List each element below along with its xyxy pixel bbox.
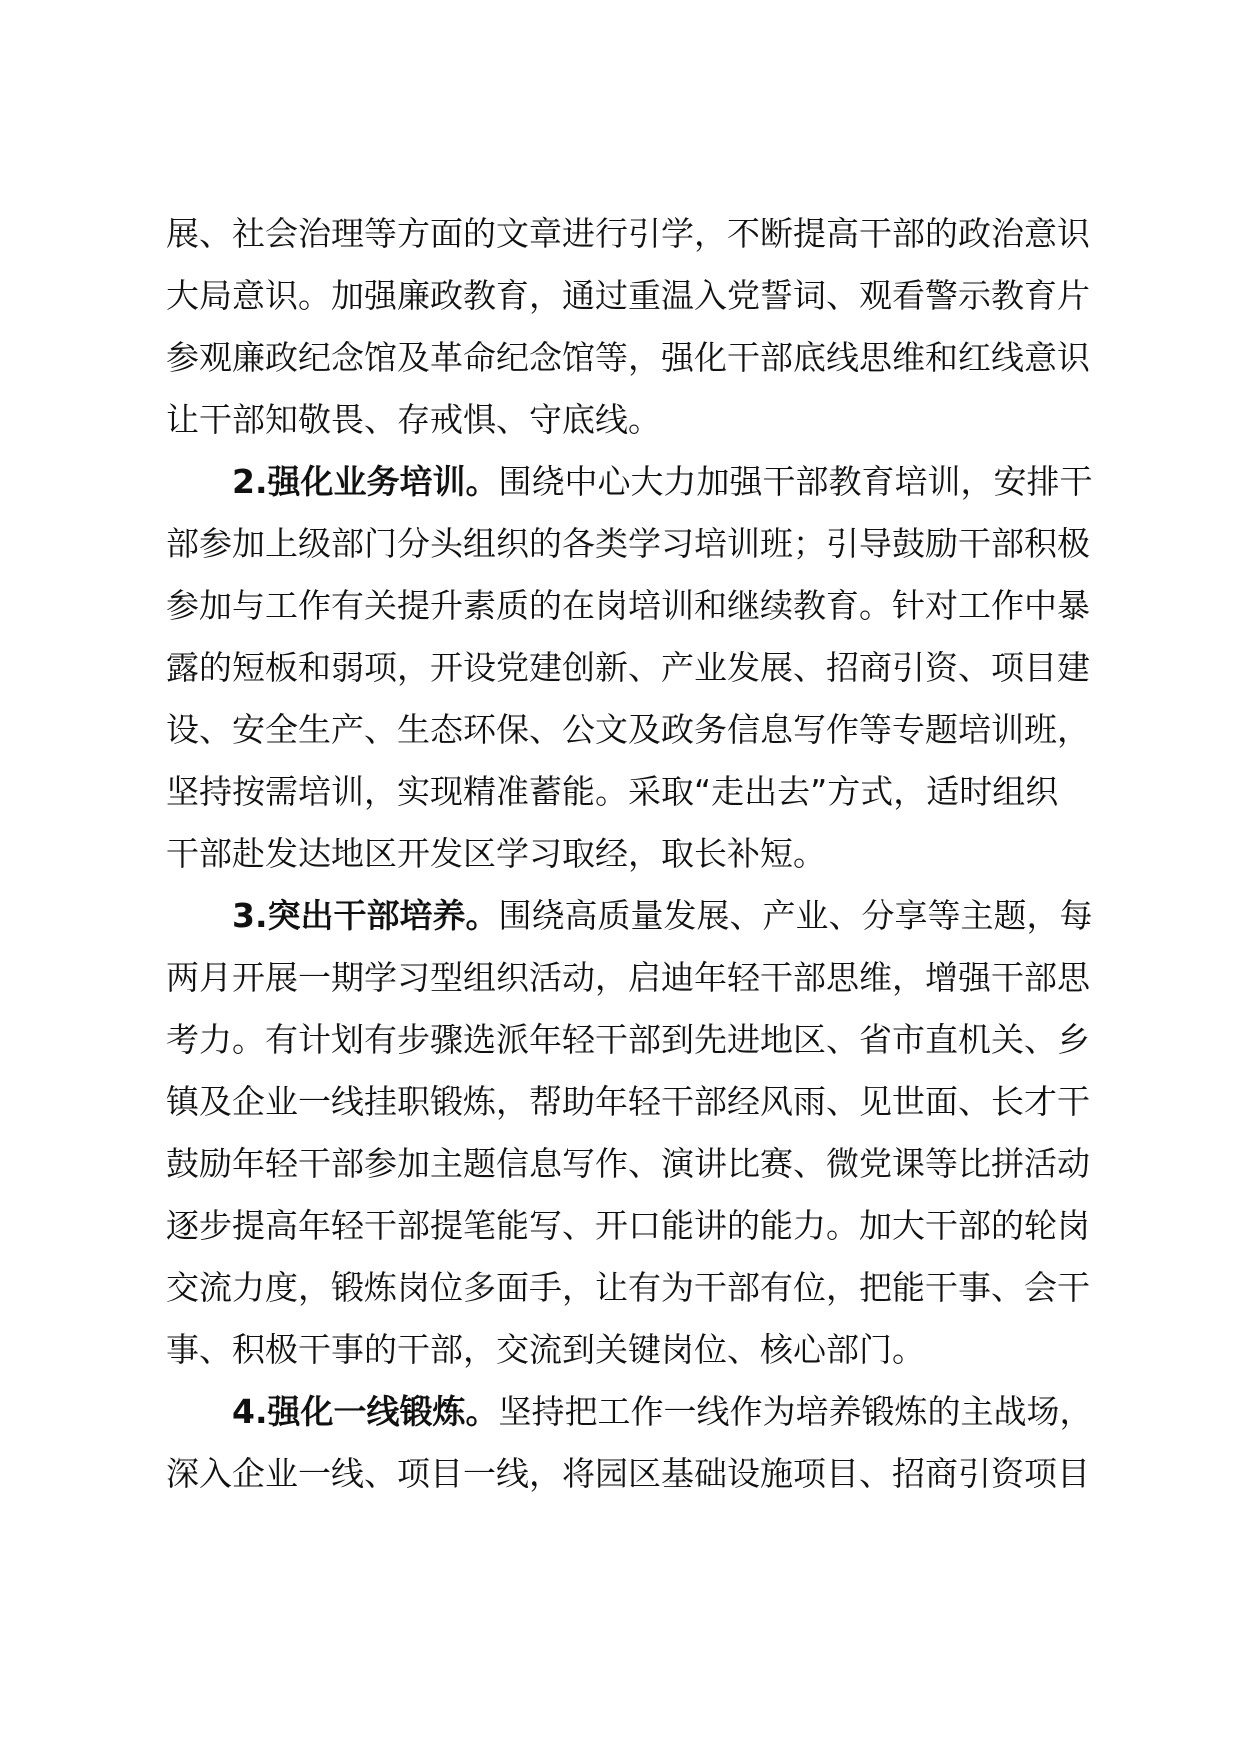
text-line: 参加与工作有关提升素质的在岗培训和继续教育。针对工作中暴 xyxy=(166,586,1090,625)
text-line: 鼓励年轻干部参加主题信息写作、演讲比赛、微党课等比拼活动 xyxy=(166,1144,1090,1183)
section-heading: 4.强化一线锻炼。 xyxy=(232,1392,499,1431)
text-line: 两月开展一期学习型组织活动，启迪年轻干部思维，增强干部思 xyxy=(166,958,1090,997)
text-line: 逐步提高年轻干部提笔能写、开口能讲的能力。加大干部的轮岗 xyxy=(166,1206,1090,1245)
text-line: 深入企业一线、项目一线，将园区基础设施项目、招商引资项目 xyxy=(166,1454,1090,1493)
paragraph-first-line: 4.强化一线锻炼。坚持把工作一线作为培养锻炼的主战场， xyxy=(232,1392,1093,1431)
text-line: 大局意识。加强廉政教育，通过重温入党誓词、观看警示教育片 xyxy=(166,276,1090,315)
section-heading: 3.突出干部培养。 xyxy=(232,896,499,935)
text-line: 参观廉政纪念馆及革命纪念馆等，强化干部底线思维和红线意识 xyxy=(166,338,1090,377)
text-line: 交流力度，锻炼岗位多面手，让有为干部有位，把能干事、会干 xyxy=(166,1268,1090,1307)
section-heading: 2.强化业务培训。 xyxy=(232,462,499,501)
paragraph-first-line: 2.强化业务培训。围绕中心大力加强干部教育培训，安排干 xyxy=(232,462,1093,501)
text-line: 干部赴发达地区开发区学习取经，取长补短。 xyxy=(166,834,826,873)
text-line: 设、安全生产、生态环保、公文及政务信息写作等专题培训班， xyxy=(166,710,1090,749)
text-line: 事、积极干事的干部，交流到关键岗位、核心部门。 xyxy=(166,1330,925,1369)
text-line: 坚持按需培训，实现精准蓄能。采取“走出去”方式，适时组织 xyxy=(166,772,1059,811)
text-line: 镇及企业一线挂职锻炼，帮助年轻干部经风雨、见世面、长才干 xyxy=(166,1082,1090,1121)
paragraph-first-line: 3.突出干部培养。围绕高质量发展、产业、分享等主题，每 xyxy=(232,896,1093,935)
text-line: 考力。有计划有步骤选派年轻干部到先进地区、省市直机关、乡 xyxy=(166,1020,1090,1059)
text-line: 展、社会治理等方面的文章进行引学，不断提高干部的政治意识 xyxy=(166,214,1090,253)
text-line: 让干部知敬畏、存戒惧、守底线。 xyxy=(166,400,661,439)
text-line: 露的短板和弱项，开设党建创新、产业发展、招商引资、项目建 xyxy=(166,648,1090,687)
text-line: 部参加上级部门分头组织的各类学习培训班；引导鼓励干部积极 xyxy=(166,524,1090,563)
